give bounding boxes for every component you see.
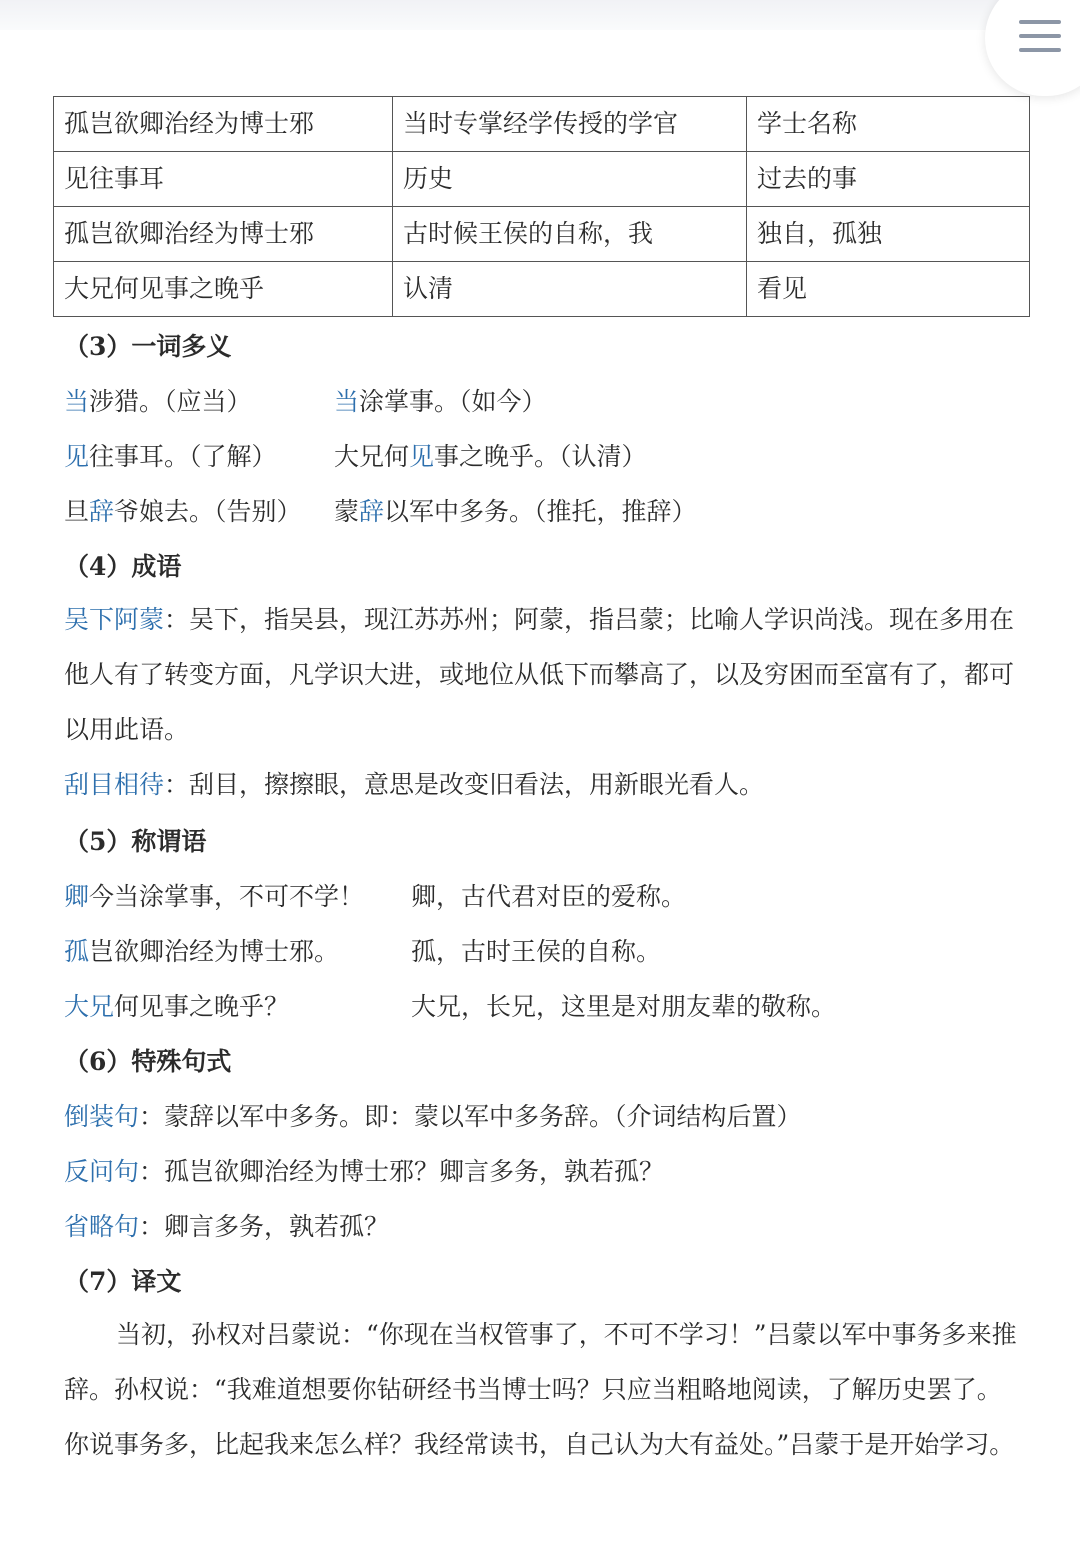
section-heading-translation: （7）译文 (64, 1266, 182, 1296)
example-text: 岂欲卿治经为博士邪。 (89, 936, 340, 966)
keyword: 刮目相待 (64, 770, 165, 799)
example-text: 今当涂掌事，不可不学！ (89, 881, 365, 911)
hamburger-menu-icon-bar (1019, 48, 1061, 52)
table-cell: 过去的事 (747, 152, 1030, 207)
appellation-row (64, 867, 1029, 922)
section-heading-appellations: （5）称谓语 (64, 826, 207, 856)
appellation-row (64, 922, 1029, 977)
table-cell: 古时候王侯的自称，我 (393, 207, 747, 262)
example-text: 涉猎。（应当） (89, 386, 252, 416)
keyword: 卿 (64, 881, 90, 911)
keyword: 反问句 (64, 1156, 140, 1186)
hamburger-menu-icon-bar (1019, 34, 1061, 38)
table-cell: 孤岂欲卿治经为博士邪 (54, 97, 393, 152)
keyword: 倒装句 (64, 1101, 140, 1131)
keyword: 大兄 (64, 991, 115, 1021)
keyword: 见 (64, 441, 90, 471)
table-cell: 历史 (393, 152, 747, 207)
table-cell: 大兄何见事之晚乎 (54, 262, 393, 317)
example-text: 何见事之晚乎？ (114, 991, 290, 1021)
example-text: ：孤岂欲卿治经为博士邪？卿言多务，孰若孤？ (139, 1156, 665, 1186)
section-heading-polysemy: （3）一词多义 (64, 331, 232, 361)
example-text: 往事耳。（了解） (89, 441, 277, 471)
example-text: ：卿言多务，孰若孤？ (139, 1211, 390, 1241)
sentence-pattern-row (64, 1142, 1029, 1197)
idiom-item (64, 592, 1021, 757)
table-cell: 独自，孤独 (747, 207, 1030, 262)
table-cell: 见往事耳 (54, 152, 393, 207)
table-row (54, 97, 1030, 152)
example-text: ：蒙辞以军中多务。即：蒙以军中多务辞。（介词结构后置） (139, 1101, 802, 1131)
polysemy-row (64, 427, 1029, 482)
appellation-row (64, 977, 1029, 1032)
example-text: 涂掌事。（如今） (359, 386, 547, 416)
table-row (54, 152, 1030, 207)
polysemy-row (64, 372, 1029, 427)
sentence-pattern-row (64, 1197, 1029, 1252)
example-text: 事之晚乎。（认清） (434, 441, 647, 471)
top-bar (0, 0, 1080, 30)
idiom-item (64, 757, 1021, 812)
table-cell: 当时专掌经学传授的学官 (393, 97, 747, 152)
section-heading-idioms: （4）成语 (64, 551, 182, 581)
keyword: 省略句 (64, 1211, 140, 1241)
table-row (54, 262, 1030, 317)
example-text: 大兄何 (334, 441, 410, 471)
document-content (53, 96, 1029, 1472)
table-cell: 孤岂欲卿治经为博士邪 (54, 207, 393, 262)
keyword: 吴下阿蒙 (64, 605, 165, 634)
appellation-note: 卿，古代君对臣的爱称。 (411, 881, 687, 911)
example-text: 蒙 (334, 496, 360, 526)
table-row (54, 207, 1030, 262)
example-text: 爷娘去。（告别） (114, 496, 302, 526)
polysemy-row (64, 482, 1029, 537)
example-text: 旦 (64, 496, 90, 526)
hamburger-menu-icon (1019, 20, 1061, 24)
appellation-note: 大兄，长兄，这里是对朋友辈的敬称。 (411, 991, 837, 1021)
idiom-explanation: ：刮目，擦擦眼，意思是改变旧看法，用新眼光看人。 (164, 770, 765, 799)
sentence-pattern-row (64, 1087, 1029, 1142)
idiom-explanation: ：吴下，指吴县，现江苏苏州；阿蒙，指吕蒙；比喻人学识尚浅。现在多用在他人有了转变方面，凡学识大进，或地位从低下而攀高了，以及穷困而至富有了，都可以用此语。 (64, 605, 1015, 744)
table-cell: 看见 (747, 262, 1030, 317)
keyword: 当 (334, 386, 360, 416)
table-cell: 学士名称 (747, 97, 1030, 152)
appellation-note: 孤，古时王侯的自称。 (411, 936, 662, 966)
keyword: 孤 (64, 936, 90, 966)
keyword: 当 (64, 386, 90, 416)
translation-paragraph: 当初，孙权对吕蒙说：“你现在当权管事了，不可不学习！”吕蒙以军中事务多来推辞。孙权说：“我难道想要你钻研经书当博士吗？只应当粗略地阅读，了解历史罢了。你说事务多，比起我来怎么样？我经常读书，自己认为大有益处。”吕蒙于是开始学习。 (64, 1320, 1017, 1459)
example-text: 以军中多务。（推托，推辞） (384, 496, 697, 526)
keyword: 辞 (359, 496, 385, 526)
table-cell: 认清 (393, 262, 747, 317)
vocab-table (53, 96, 1030, 317)
keyword: 见 (409, 441, 435, 471)
menu-button[interactable] (985, 0, 1080, 96)
section-heading-special-sentences: （6）特殊句式 (64, 1046, 232, 1076)
keyword: 辞 (89, 496, 115, 526)
